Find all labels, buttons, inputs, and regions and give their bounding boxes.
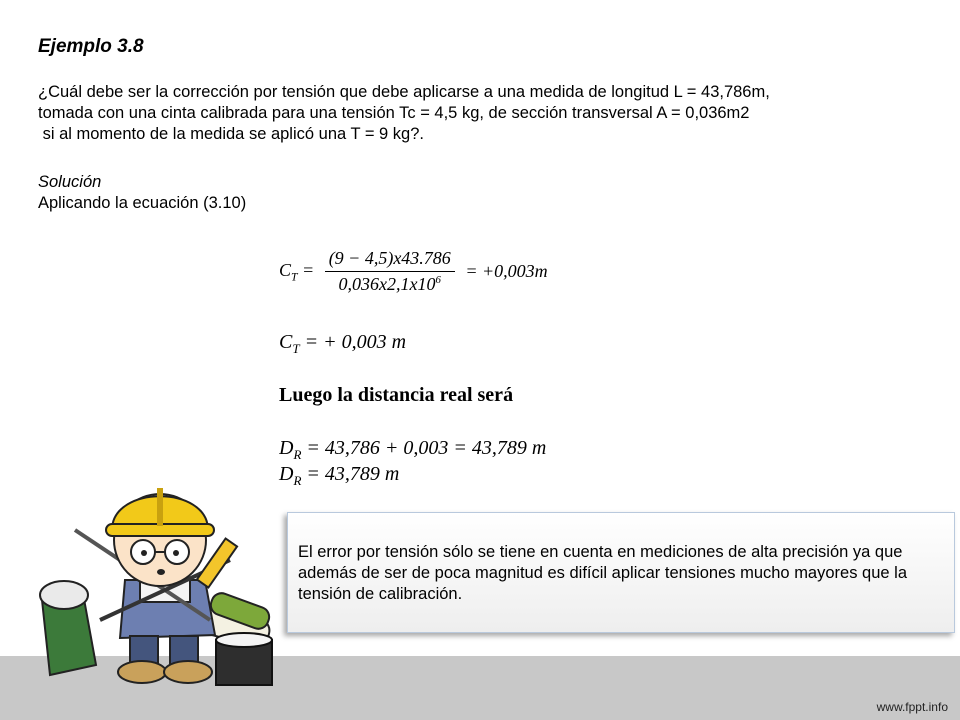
fraction-denominator: $0,036x2,1x10^6$	[338, 274, 441, 294]
question-line: ¿Cuál debe ser la corrección por tensión que debe aplicarse a una medida de longitud L = 43,786m,	[38, 83, 770, 101]
equation-dr-result: $D_R = 43,789$ m	[279, 463, 400, 488]
fraction	[325, 248, 455, 295]
fraction-numerator: (9 − 4,5)x43.786	[325, 248, 455, 272]
equation-result: = +0,003m	[465, 261, 548, 281]
equation-ct-fraction: $C_T$ = $\frac{(9 - 4,5)x43.786}{0,036x2,1x10^6}$ = +0,003m	[279, 248, 548, 294]
note-box	[287, 512, 955, 633]
solution-text: Aplicando la ecuación (3.10)	[38, 194, 247, 212]
engineer-mascot-illustration	[30, 460, 290, 695]
question-line: tomada con una cinta calibrada para una tensión Tc = 4,5 kg, de sección transversal A = 0,036m2	[38, 104, 750, 122]
question-line: si al momento de la medida se aplicó una T = 9 kg?.	[38, 125, 424, 143]
solution-block	[38, 172, 246, 214]
question-paragraph	[38, 82, 910, 145]
footer-url: www.fppt.info	[876, 700, 948, 714]
real-distance-heading: Luego la distancia real será	[279, 384, 514, 406]
equation-ct-result: $C_T$ = + 0,003 m	[279, 331, 407, 356]
solution-label: Solución	[38, 173, 102, 191]
equation-dr-sum: $D_R = 43,786 + 0,003 = 43,789$ m	[279, 437, 547, 462]
note-text: El error por tensión sólo se tiene en cuenta en mediciones de alta precisión ya que además de ser de poca magnitud es difícil aplicar tensiones mucho mayores que la tensión de calibración.	[298, 543, 908, 603]
example-title: Ejemplo 3.8	[38, 36, 144, 57]
